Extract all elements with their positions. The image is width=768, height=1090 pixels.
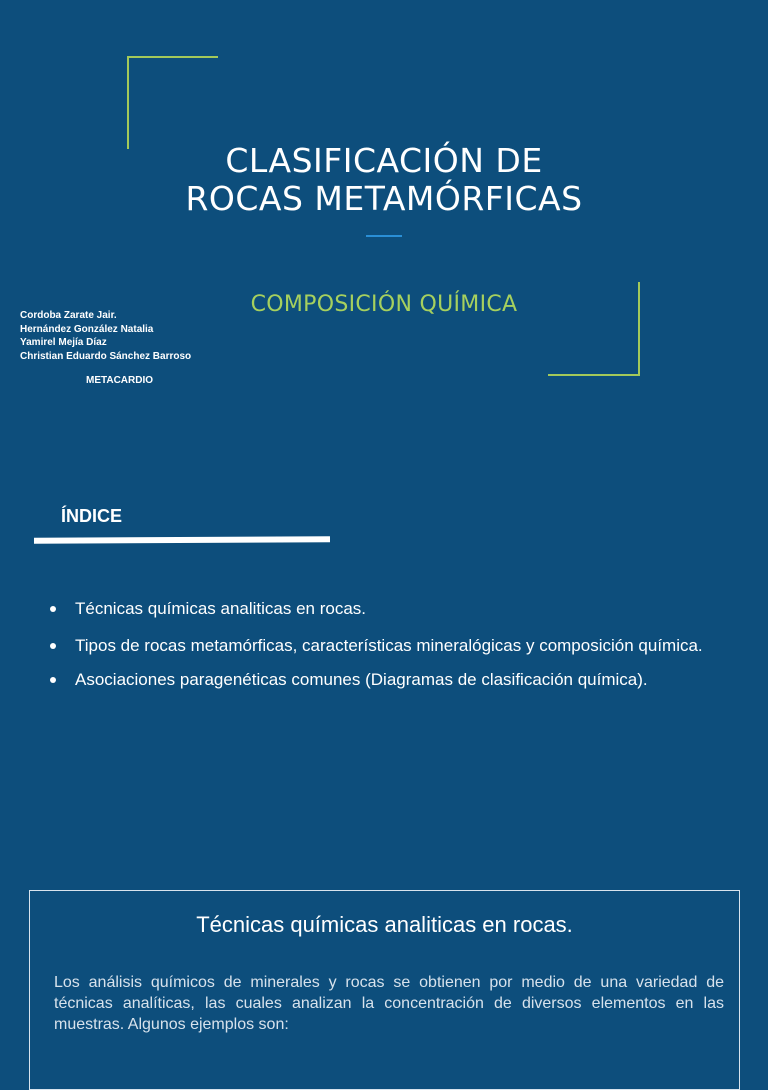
bullet-icon xyxy=(50,677,56,683)
author-name: Cordoba Zarate Jair. xyxy=(20,310,117,321)
corner-bracket-top-left xyxy=(127,56,218,149)
slide-title: Técnicas químicas analiticas en rocas. xyxy=(196,912,573,937)
slide-body-text: Los análisis químicos de minerales y rocas se obtienen por medio de una variedad de técnicas analíticas, las cuales analizan la concentración de diversos elementos en las muestras. Algunos ejemplos son: xyxy=(54,974,724,1033)
list-item-text: Tipos de rocas metamórficas, características mineralógicas y composición química. xyxy=(75,636,703,655)
authors-list xyxy=(20,309,191,363)
title-line-1: CLASIFICACIÓN DE xyxy=(225,141,543,180)
heading-underline-bar xyxy=(34,536,330,544)
list-item xyxy=(48,598,728,620)
author-name: Yamirel Mejía Díaz xyxy=(20,337,107,348)
list-item xyxy=(48,669,728,691)
index-slide xyxy=(0,460,768,860)
title-line-2: ROCAS METAMÓRFICAS xyxy=(185,179,583,218)
bullet-icon xyxy=(50,606,56,612)
list-item-text: Asociaciones paragenéticas comunes (Diagramas de clasificación química). xyxy=(75,670,648,689)
list-item xyxy=(48,635,728,657)
title-underline xyxy=(366,235,402,237)
techniques-slide xyxy=(0,878,768,1033)
author-name: Christian Eduardo Sánchez Barroso xyxy=(20,350,192,362)
index-list xyxy=(48,598,728,706)
group-name: METACARDIO xyxy=(86,375,154,386)
author-name: Hernández González Natalia xyxy=(20,323,154,335)
bullet-icon xyxy=(50,643,56,649)
index-heading: ÍNDICE xyxy=(61,506,123,526)
presentation-subtitle: COMPOSICIÓN QUÍMICA xyxy=(250,292,518,317)
presentation-title xyxy=(100,142,668,218)
title-slide xyxy=(0,0,768,440)
list-item-text: Técnicas químicas analiticas en rocas. xyxy=(75,599,367,618)
